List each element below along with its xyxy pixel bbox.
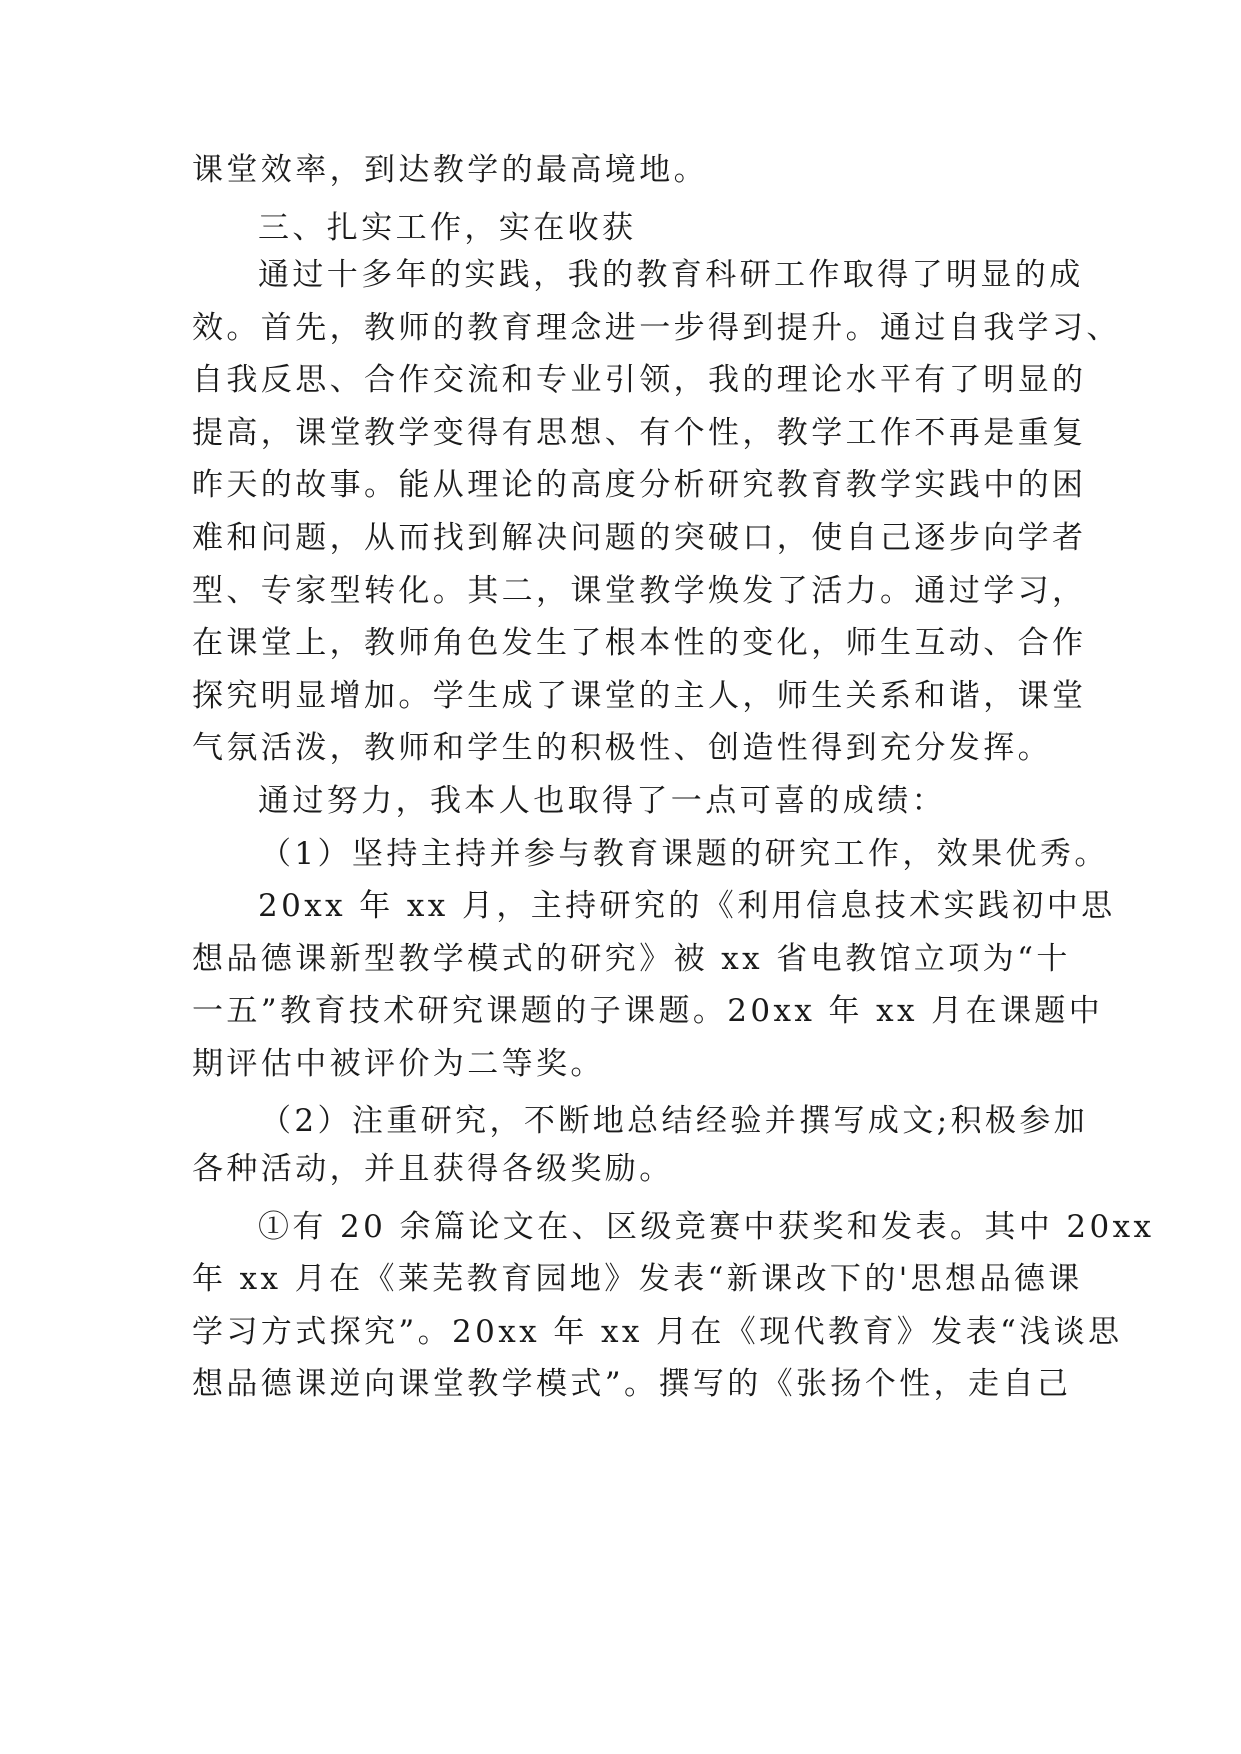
text-line: 想品德课新型教学模式的研究》被 xx 省电教馆立项为“十 [192, 941, 1071, 977]
list-item: （2）注重研究，不断地总结经验并撰写成文;积极参加 [260, 1103, 1089, 1139]
text-line: 20xx 年 xx 月，主持研究的《利用信息技术实践初中思 [258, 888, 1116, 924]
text-line: 难和问题，从而找到解决问题的突破口，使自己逐步向学者 [192, 520, 1087, 556]
text-line: 课堂效率，到达教学的最高境地。 [192, 152, 708, 188]
text-line: 型、专家型转化。其二，课堂教学焕发了活力。通过学习， [192, 573, 1087, 609]
section-heading: 三、扎实工作，实在收获 [258, 210, 637, 246]
text-line: 学习方式探究”。20xx 年 xx 月在《现代教育》发表“浅谈思 [192, 1314, 1123, 1350]
text-line: 在课堂上，教师角色发生了根本性的变化，师生互动、合作 [192, 625, 1087, 661]
text-line: 通过努力，我本人也取得了一点可喜的成绩： [258, 783, 946, 819]
list-item: （1）坚持主持并参与教育课题的研究工作，效果优秀。 [260, 836, 1109, 872]
list-item: ①有 20 余篇论文在、区级竞赛中获奖和发表。其中 20xx [258, 1209, 1155, 1245]
text-line: 想品德课逆向课堂教学模式”。撰写的《张扬个性，走自己 [192, 1366, 1072, 1402]
text-line: 通过十多年的实践，我的教育科研工作取得了明显的成 [258, 257, 1084, 293]
text-line: 昨天的故事。能从理论的高度分析研究教育教学实践中的困 [192, 467, 1087, 503]
text-line: 效。首先，教师的教育理念进一步得到提升。通过自我学习、 [192, 310, 1121, 346]
text-line: 各种活动，并且获得各级奖励。 [192, 1151, 674, 1187]
text-line: 提高，课堂教学变得有思想、有个性，教学工作不再是重复 [192, 415, 1087, 451]
text-line: 气氛活泼，教师和学生的积极性、创造性得到充分发挥。 [192, 730, 1052, 766]
text-line: 期评估中被评价为二等奖。 [192, 1046, 605, 1082]
text-line: 年 xx 月在《莱芜教育园地》发表“新课改下的'思想品德课 [192, 1261, 1083, 1297]
text-line: 自我反思、合作交流和专业引领，我的理论水平有了明显的 [192, 362, 1087, 398]
text-line: 一五”教育技术研究课题的子课题。20xx 年 xx 月在课题中 [192, 993, 1104, 1029]
text-line: 探究明显增加。学生成了课堂的主人，师生关系和谐，课堂 [192, 678, 1087, 714]
